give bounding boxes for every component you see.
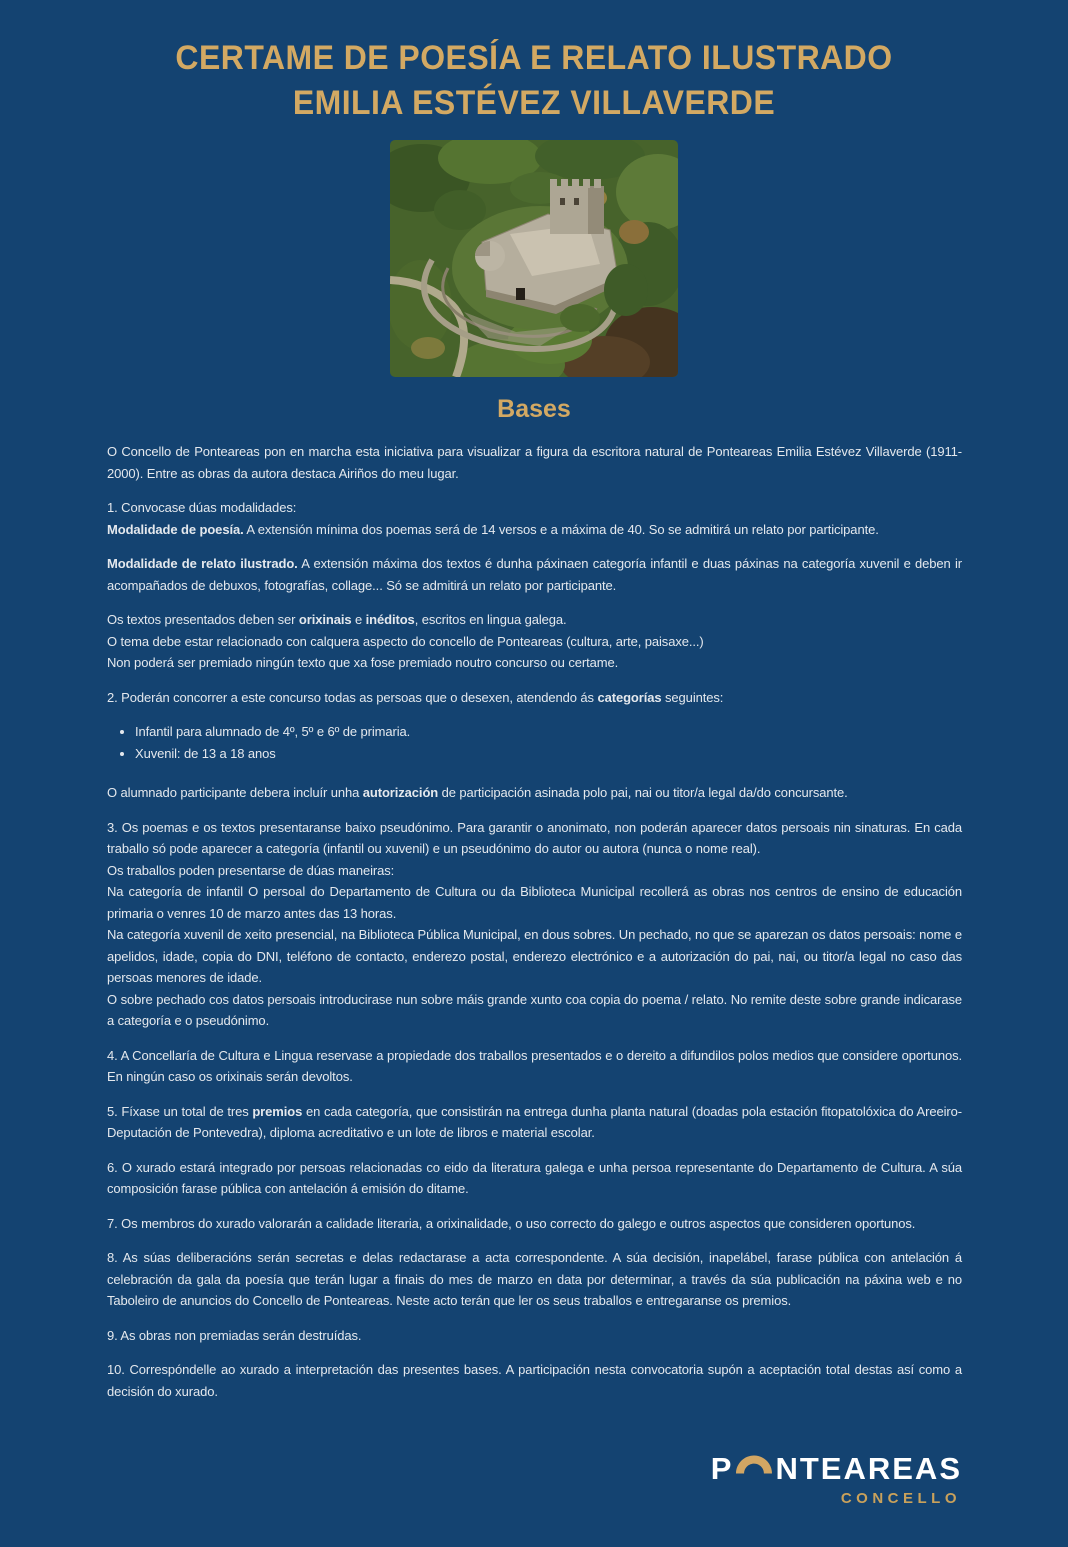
wordmark-letter-p: P [710,1451,734,1486]
paragraph [107,1247,962,1312]
paragraph [107,553,962,596]
poster-title-line-1: CERTAME DE POESÍA E RELATO ILUSTRADO [175,39,893,77]
text: Os textos presentados deben ser [107,612,299,627]
poster-title [32,36,1036,126]
paragraph [107,817,962,1032]
text: O alumnado participante debera incluír unha [107,785,363,800]
bold-text: premios [252,1103,303,1119]
text: A extensión mínima dos poemas será de 14 versos e a máxima de 40. So se admitirá un relato por participante. [243,521,879,537]
text: 3. Os poemas e os textos presentaranse baixo pseudónimo. Para garantir o anonimato, non poderán aparecer datos persoais nin sinaturas. En cada traballo só pode aparecer a categoría (infantil ou xuvenil) e un pseudónimo do autor ou autora (nunca o nome real). [107,819,962,856]
text: de participación asinada polo pai, nai ou titor/a legal da/do concursante. [438,785,848,800]
bold-text: Modalidade de relato ilustrado. [107,556,298,571]
castle-aerial-illustration [390,140,678,377]
list-item: • Infantil para alumnado de 4º, 5º e 6º de primaria. [135,721,962,743]
paragraph [107,687,962,709]
paragraph [107,1325,962,1347]
text: 5. Fíxase un total de tres [107,1103,253,1119]
paragraph [107,1045,962,1088]
text: O tema debe estar relacionado con calquera aspecto do concello de Ponteareas (cultura, arte, paisaxe...) [107,633,704,649]
text: Non poderá ser premiado ningún texto que xa fose premiado noutro concurso ou certame. [107,655,619,670]
poster-title-line-2: EMILIA ESTÉVEZ VILLAVERDE [292,84,776,122]
castle-photo [390,140,678,377]
text: O sobre pechado cos datos persoais introducirase nun sobre máis grande xunto coa copia do poema / relato. No remite deste sobre grande indicarase a categoría e o pseudónimo. [107,991,962,1028]
bases-content [107,441,962,1402]
contest-poster [0,36,1068,1547]
text: Na categoría xuvenil de xeito presencial, na Biblioteca Pública Municipal, en dous sobres. Un pechado, no que se aparezan os datos persoais: nome e apelidos, idade, copia do DNI, teléfono de contacto, enderezo postal, enderezo electrónico e a autorización do pai, nai, ou titor/a legal no caso das persoas menores de idade. [107,927,962,985]
text: 2. Poderán concorrer a este concurso todas as persoas que o desexen, atendendo ás [107,689,598,705]
list-item: • Xuvenil: de 13 a 18 anos [135,743,962,765]
paragraph [107,1101,962,1144]
paragraph [107,441,962,484]
text: 10. Correspóndelle ao xurado a interpretación das presentes bases. A participación nesta convocatoria supón a aceptación total destas así como a decisión do xurado. [107,1362,962,1399]
ponteareas-wordmark [711,1452,962,1486]
text: A extensión máxima dos textos é dunha páxinaen categoría infantil e duas páxinas na categoría xuvenil e deben ir acompañados de debuxos, fotografías, collage... Só se admitirá un relato por participante. [107,556,962,593]
text: 6. O xurado estará integrado por persoas relacionadas co eido da literatura galega e unha persoa representante do Departamento de Cultura. A súa composición farase pública con antelación á emisión do ditame. [107,1159,962,1196]
text: 9. As obras non premiadas serán destruídas. [107,1327,362,1343]
concello-label: CONCELLO [840,1490,961,1507]
paragraph [107,1359,962,1402]
text: Na categoría de infantil O persoal do Departamento de Cultura ou da Biblioteca Municipal recollerá as obras nos centros de ensino de educación primaria o venres 10 de marzo antes das 13 horas. [107,884,962,921]
bold-text: Modalidade de poesía. [107,521,244,537]
wordmark-rest: NTEAREAS [775,1451,962,1486]
text: 7. Os membros do xurado valorarán a calidade literaria, a orixinalidade, o uso correcto do galego e outros aspectos que consideren oportunos. [107,1215,916,1231]
bold-text: autorización [362,785,439,800]
text: , escritos en lingua galega. [414,612,567,627]
text: 4. A Concellaría de Cultura e Lingua reservase a propiedade dos traballos presentados e o dereito a difundilos polos medios que considere oportunos. En ningún caso os orixinais serán devoltos. [107,1047,962,1084]
paragraph [107,497,962,540]
bold-text: categorías [597,689,662,705]
text: Os traballos poden presentarse de dúas maneiras: [107,862,395,878]
text: seguintes: [661,689,724,705]
paragraph [107,609,962,674]
paragraph [107,1157,962,1200]
bold-text: inéditos [365,612,415,627]
paragraph [107,782,962,804]
bridge-arch-icon [736,1455,772,1474]
bases-heading: Bases [497,395,571,423]
text: 1. Convocase dúas modalidades: [107,500,297,515]
text: 8. As súas deliberacións serán secretas e delas redactarase a acta correspondente. A súa decisión, inapelábel, farase pública con antelación á celebración da gala da poesía que terán lugar a finais do mes de marzo en data por determinar, a través da súa publicación na páxina web e no Taboleiro de anuncios do Concello de Ponteareas. Neste acto terán que ler os seus traballos e entregaranse os premios. [107,1250,962,1308]
bold-text: orixinais [298,612,352,627]
concello-logo [711,1452,962,1509]
text: en cada categoría, que consistirán na entrega dunha planta natural (doadas pola estación fitopatolóxica do Areeiro- Deputación de Pontevedra), diploma acreditativo e un lote de libros e material escolar. [107,1103,962,1140]
text: O Concello de Ponteareas pon en marcha esta iniciativa para visualizar a figura da escritora natural de Ponteareas Emilia Estévez Villaverde (1911-2000). Entre as obras da autora destaca Airiños do meu lugar. [107,444,962,481]
category-list [107,721,962,764]
text: e [351,612,366,627]
paragraph [107,1213,962,1235]
